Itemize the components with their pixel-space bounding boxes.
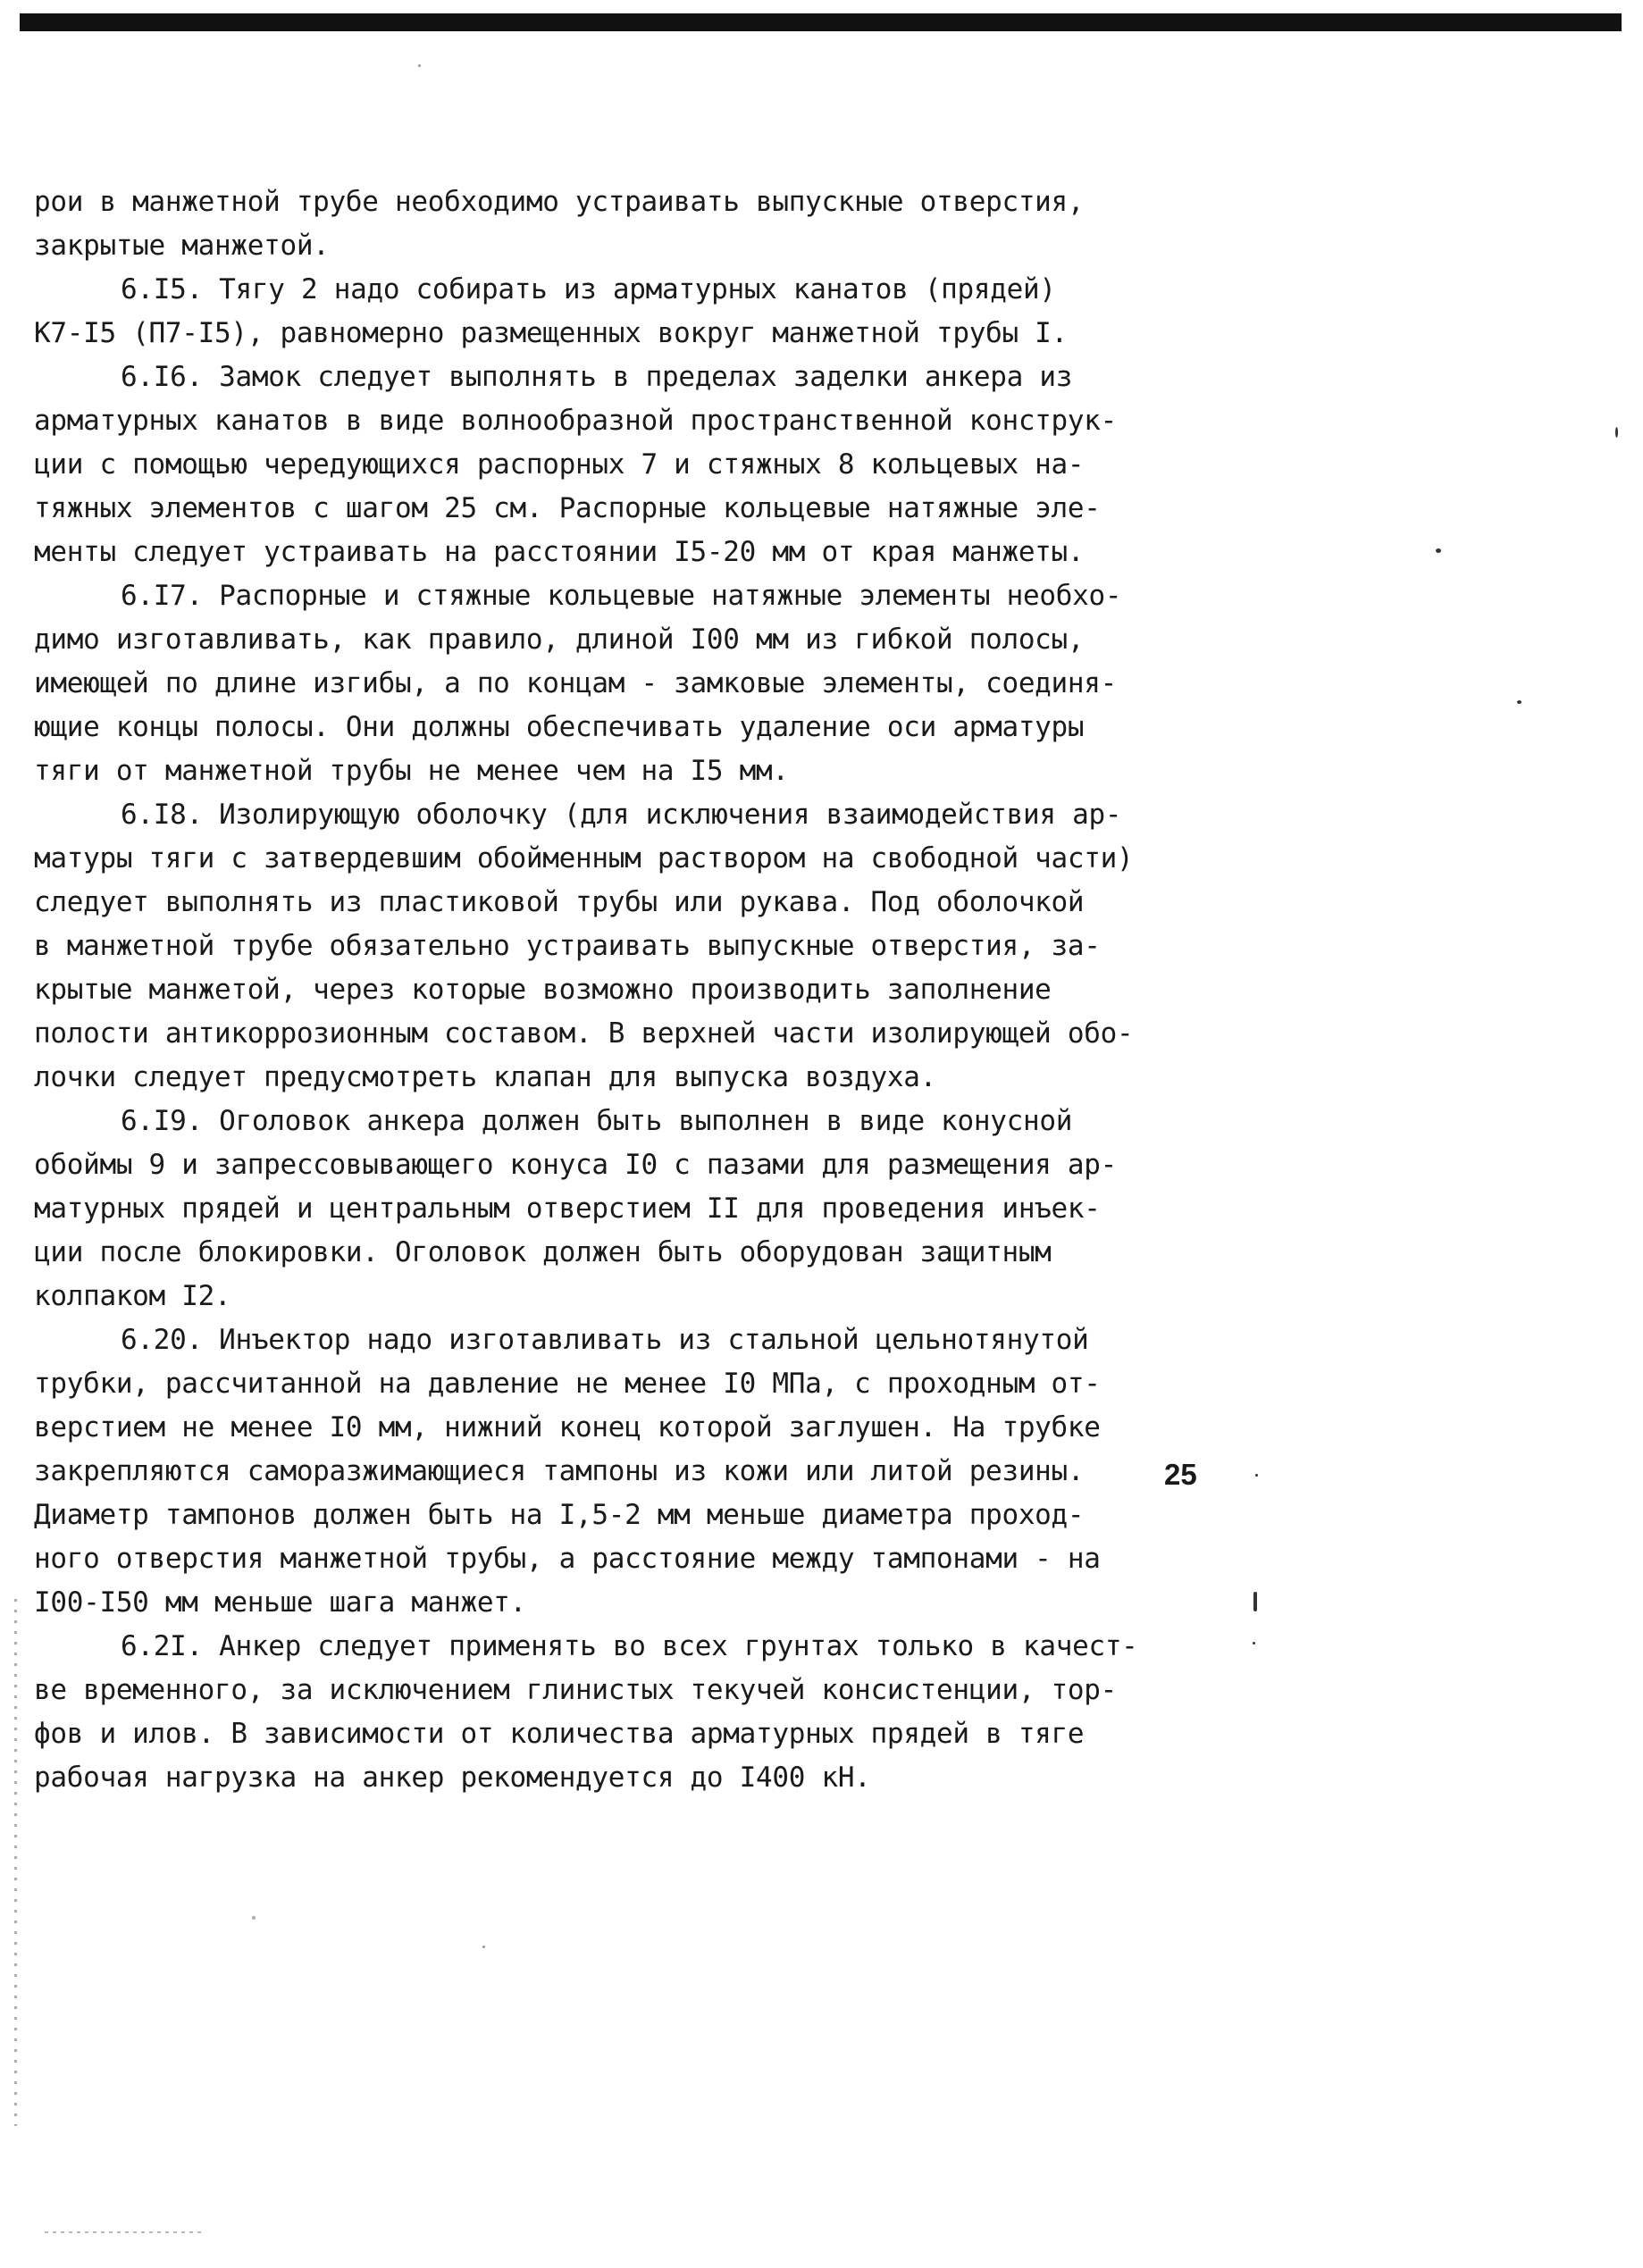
text-line: фов и илов. В зависимости от количества арматурных прядей в тяге	[34, 1718, 1085, 1750]
text-line: полости антикоррозионным составом. В верхней части изолирующей обо-	[34, 1017, 1134, 1050]
text-line: ве временного, за исключением глинистых текучей консистенции, тор-	[34, 1674, 1117, 1706]
scan-speck	[418, 64, 421, 67]
text-line: крытые манжетой, через которые возможно производить заполнение	[34, 974, 1052, 1006]
text-line: имеющей по длине изгибы, а по концам - замковые элементы, соединя-	[34, 667, 1117, 699]
paragraph-6-21: 6.2I. Анкер следует применять во всех грунтах только в качест-	[121, 1630, 1138, 1662]
text-line: закрепляются саморазжимающиеся тампоны из кожи или литой резины.	[34, 1455, 1085, 1487]
text-line: тяги от манжетной трубы не менее чем на I5 мм.	[34, 755, 789, 787]
paragraph-6-15: 6.I5. Тягу 2 надо собирать из арматурных канатов (прядей)	[121, 273, 1056, 305]
scan-speck	[252, 1916, 256, 1920]
scan-bottom-noise	[45, 2231, 205, 2233]
text-line: ции с помощью чередующихся распорных 7 и стяжных 8 кольцевых на-	[34, 448, 1085, 481]
paragraph-6-18: 6.I8. Изолирующую оболочку (для исключения взаимодействия ар-	[121, 799, 1122, 831]
text-line: обоймы 9 и запрессовывающего конуса I0 с пазами для размещения ар-	[34, 1149, 1117, 1181]
scan-speck	[1517, 700, 1521, 704]
paragraph-6-19: 6.I9. Оголовок анкера должен быть выполнен в виде конусной	[121, 1105, 1073, 1137]
text-line: верстием не менее I0 мм, нижний конец которой заглушен. На трубке	[34, 1411, 1101, 1444]
text-line: трубки, рассчитанной на давление не менее I0 МПа, с проходным от-	[34, 1368, 1101, 1400]
paragraph-6-16: 6.I6. Замок следует выполнять в пределах заделки анкера из	[121, 361, 1073, 393]
text-line: лочки следует предусмотреть клапан для выпуска воздуха.	[34, 1061, 936, 1093]
text-line: ющие концы полосы. Они должны обеспечивать удаление оси арматуры	[34, 711, 1085, 743]
text-line: матуры тяги с затвердевшим обойменным раствором на свободной части)	[34, 842, 1134, 875]
text-line: димо изготавливать, как правило, длиной I00 мм из гибкой полосы,	[34, 623, 1085, 656]
text-line: К7-I5 (П7-I5), равномерно размещенных вокруг манжетной трубы I.	[34, 317, 1068, 349]
text-line: закрытые манжетой.	[34, 230, 330, 262]
paragraph-6-20: 6.20. Инъектор надо изготавливать из стальной цельнотянутой	[121, 1324, 1089, 1356]
top-border-bar	[20, 13, 1622, 31]
text-line: матурных прядей и центральным отверстием II для проведения инъек-	[34, 1193, 1101, 1225]
page-number: 25	[1164, 1458, 1197, 1491]
scan-edge-noise	[14, 1599, 17, 2126]
text-line: колпаком I2.	[34, 1280, 231, 1312]
body-text	[34, 180, 1240, 1800]
scan-speck	[1615, 427, 1618, 438]
text-line: арматурных канатов в виде волнообразной пространственной конструк-	[34, 405, 1117, 437]
paragraph-6-17: 6.I7. Распорные и стяжные кольцевые натяжные элементы необхо-	[121, 580, 1122, 612]
text-line: в манжетной трубе обязательно устраивать выпускные отверстия, за-	[34, 930, 1101, 962]
text-line: менты следует устраивать на расстоянии I5-20 мм от края манжеты.	[34, 536, 1085, 568]
text-line: следует выполнять из пластиковой трубы или рукава. Под оболочкой	[34, 886, 1085, 918]
scan-speck	[1436, 548, 1441, 553]
text-line: I00-I50 мм меньше шага манжет.	[34, 1586, 526, 1619]
text-line: тяжных элементов с шагом 25 см. Распорные кольцевые натяжные эле-	[34, 492, 1101, 524]
text-line: рабочая нагрузка на анкер рекомендуется до I400 кН.	[34, 1762, 871, 1794]
text-line: ции после блокировки. Оголовок должен быть оборудован защитным	[34, 1236, 1052, 1268]
scan-speck	[1255, 1474, 1258, 1477]
scan-speck	[1253, 1642, 1255, 1645]
text-line: рои в манжетной трубе необходимо устраивать выпускные отверстия,	[34, 186, 1085, 218]
scan-speck	[1253, 1592, 1257, 1611]
scan-speck	[482, 1946, 485, 1948]
text-line: ного отверстия манжетной трубы, а расстояние между тампонами - на	[34, 1543, 1101, 1575]
text-line: Диаметр тампонов должен быть на I,5-2 мм меньше диаметра проход-	[34, 1499, 1085, 1531]
